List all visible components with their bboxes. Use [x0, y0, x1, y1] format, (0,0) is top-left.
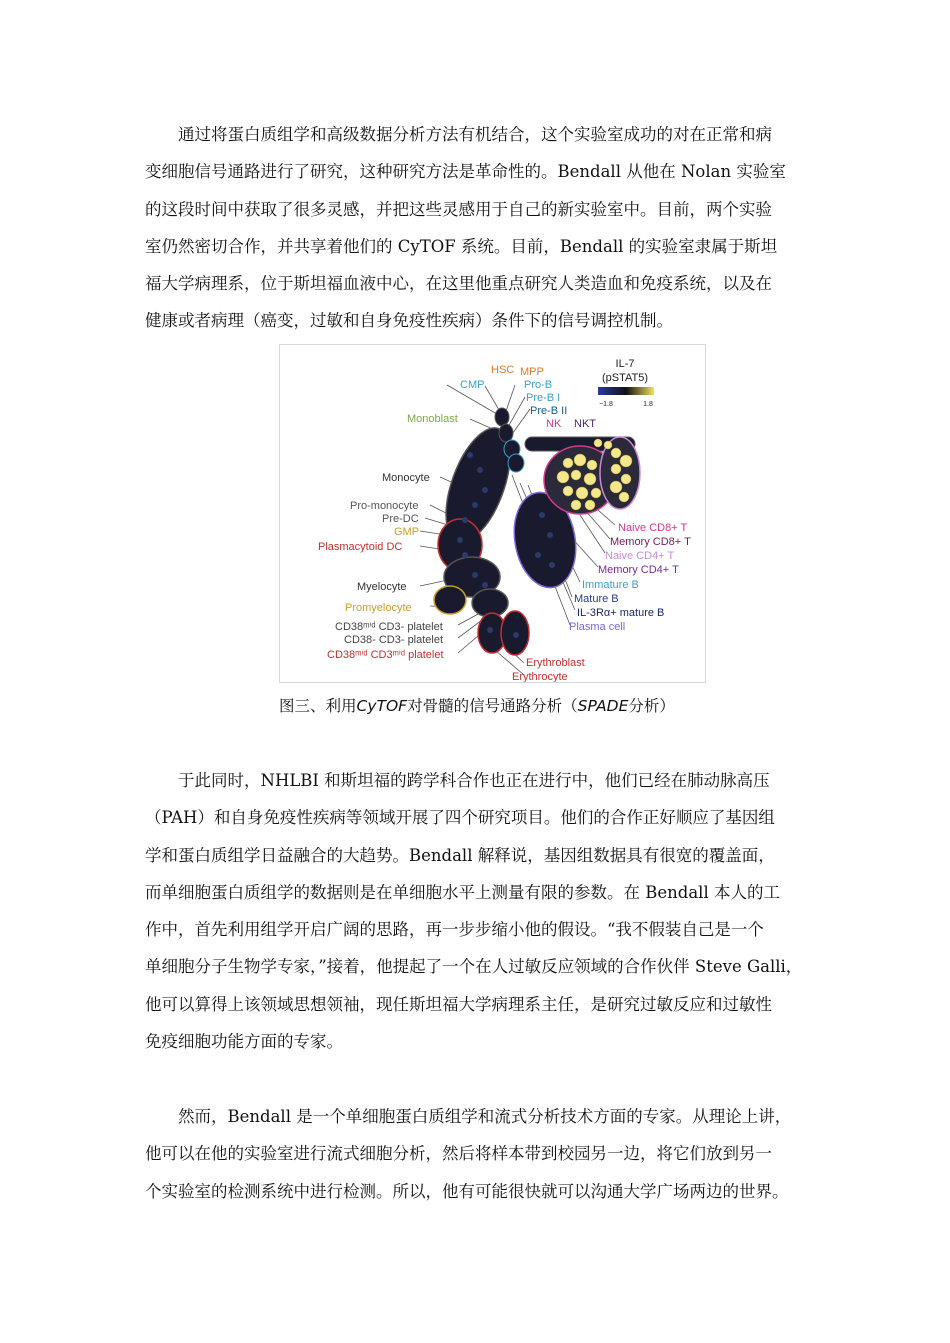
- figure-caption: [279, 694, 675, 716]
- label-monocyte: Monocyte: [382, 472, 430, 484]
- label-pro-monocyte: Pro-monocyte: [350, 500, 419, 512]
- label-erythrocyte: Erythrocyte: [512, 671, 568, 682]
- legend-min: −1.8: [599, 401, 613, 408]
- label-monoblast: Monoblast: [407, 413, 458, 425]
- paragraph-line: 的这段时间中获取了很多灵感，并把这些灵感用于自己的新实验室中。目前，两个实验: [145, 199, 772, 219]
- label-myelocyte: Myelocyte: [357, 581, 407, 593]
- spade-tree-svg: [280, 345, 705, 682]
- paragraph-line: 然而，Bendall 是一个单细胞蛋白质组学和流式分析技术方面的专家。从理论上讲，: [178, 1107, 792, 1126]
- label-memory-cd8: Memory CD8+ T: [610, 536, 691, 548]
- paragraph-line: 作中，首先利用组学开启广阔的思路，再一步步缩小他的假设。“我不假装自己是一个: [145, 920, 764, 940]
- label-erythroblast: Erythroblast: [526, 657, 585, 669]
- label-naive-cd8: Naive CD8+ T: [618, 522, 688, 534]
- label-plasmacytoid-dc: Plasmacytoid DC: [318, 541, 403, 553]
- paragraph-2: [145, 762, 810, 1060]
- label-nkt: NKT: [574, 418, 596, 430]
- paragraph-line: （PAH）和自身免疫性疾病等领域开展了四个研究项目。他们的合作正好顺应了基因组: [145, 808, 775, 828]
- label-platelet-2: CD38- CD3- platelet: [344, 634, 444, 646]
- paragraph-line: 他可以在他的实验室进行流式细胞分析，然后将样本带到校园另一边，将它们放到另一: [145, 1144, 772, 1164]
- legend-title-2: (pSTAT5): [601, 372, 649, 384]
- legend-title-1: IL-7: [615, 358, 635, 370]
- label-nk: NK: [546, 418, 562, 430]
- label-platelet-1: CD38ᵐⁱᵈ CD3- platelet: [335, 621, 443, 633]
- label-mature-b: Mature B: [574, 593, 619, 605]
- legend-max: 1.8: [643, 401, 653, 408]
- paragraph-line: 福大学病理系，位于斯坦福血液中心，在这里他重点研究人类造血和免疫系统，以及在: [145, 274, 772, 294]
- label-pre-b-ii: Pre-B II: [530, 405, 568, 417]
- label-naive-cd4: Naive CD4+ T: [605, 550, 675, 562]
- label-memory-cd4: Memory CD4+ T: [598, 564, 679, 576]
- label-gmp: GMP: [394, 526, 420, 538]
- label-il3-mature-b: IL-3Rα+ mature B: [577, 607, 665, 619]
- paragraph-line: 室仍然密切合作，并共享着他们的 CyTOF 系统。目前，Bendall 的实验室隶属于斯坦: [145, 236, 778, 256]
- paragraph-line: 变细胞信号通路进行了研究，这种研究方法是革命性的。Bendall 从他在 Nolan 实验室: [145, 162, 786, 182]
- caption-spade: SPADE: [577, 697, 629, 715]
- legend-gradient: [598, 387, 654, 395]
- paragraph-line: 学和蛋白质组学日益融合的大趋势。Bendall 解释说，基因组数据具有很宽的覆盖面，: [145, 845, 775, 865]
- label-mpp: MPP: [520, 366, 544, 378]
- paragraph-line: 而单细胞蛋白质组学的数据则是在单细胞水平上测量有限的参数。在 Bendall 本人的工: [145, 882, 780, 902]
- label-platelet-3: CD38ᵐⁱᵈ CD3ᵐⁱᵈ platelet: [327, 649, 444, 661]
- label-hsc: HSC: [491, 364, 515, 376]
- paragraph-line: 健康或者病理（癌变，过敏和自身免疫性疾病）条件下的信号调控机制。: [145, 311, 673, 331]
- paragraph-line: 通过将蛋白质组学和高级数据分析方法有机结合，这个实验室成功的对在正常和病: [178, 125, 772, 144]
- label-promyelocyte: Promyelocyte: [345, 602, 412, 614]
- paragraph-line: 免疫细胞功能方面的专家。: [145, 1032, 343, 1052]
- paragraph-line: 他可以算得上该领域思想领袖，现任斯坦福大学病理系主任，是研究过敏反应和过敏性: [145, 994, 772, 1014]
- label-pro-b: Pro-B: [524, 379, 553, 391]
- paragraph-1: [145, 116, 810, 340]
- spade-tree-figure: [279, 344, 706, 683]
- label-cmp: CMP: [460, 379, 485, 391]
- caption-prefix: 图三、利用: [279, 697, 357, 715]
- label-pre-dc: Pre-DC: [382, 513, 419, 525]
- caption-middle: 对骨髓的信号通路分析（: [407, 697, 578, 715]
- paragraph-line: 于此同时，NHLBI 和斯坦福的跨学科合作也正在进行中，他们已经在肺动脉高压: [178, 771, 770, 790]
- caption-cytof: CyTOF: [356, 697, 408, 715]
- paragraph-line: 个实验室的检测系统中进行检测。所以，他有可能很快就可以沟通大学广场两边的世界。: [145, 1181, 789, 1201]
- label-immature-b: Immature B: [582, 579, 639, 591]
- promyelocyte-cluster: [434, 586, 466, 614]
- label-pre-b-i: Pre-B I: [526, 392, 561, 404]
- paragraph-line: 单细胞分子生物学专家，”接着，他提起了一个在人过敏反应领域的合作伙伴 Steve Galli，: [145, 957, 803, 977]
- caption-suffix: 分析）: [628, 697, 675, 715]
- paragraph-3: [145, 1098, 810, 1210]
- label-plasma-cell: Plasma cell: [569, 621, 626, 633]
